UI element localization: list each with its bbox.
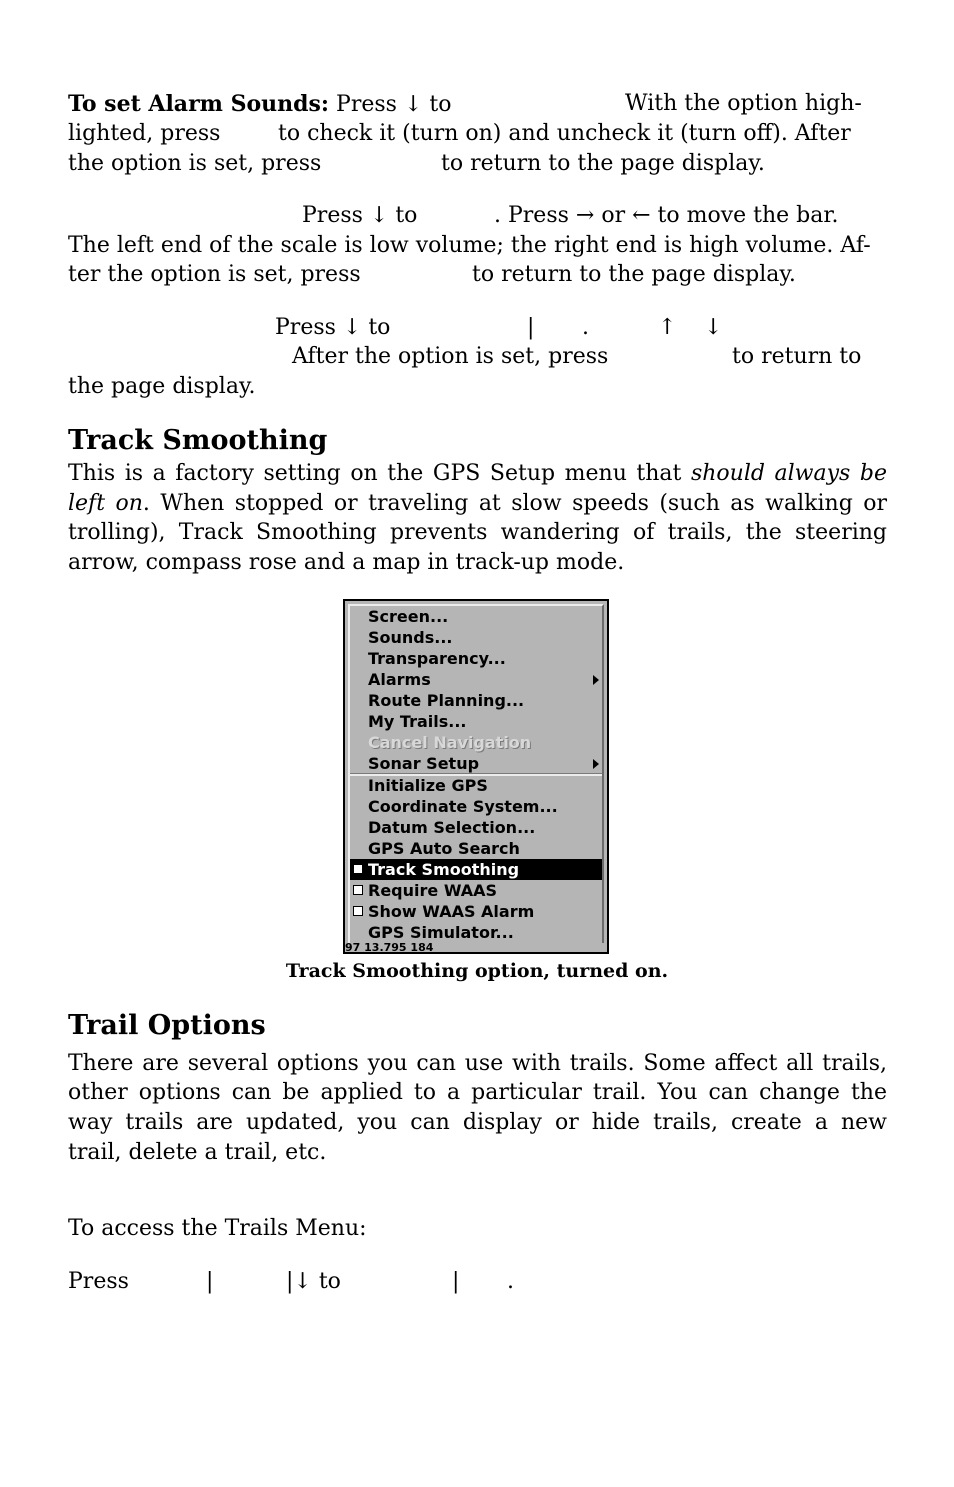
menu-item-label: Coordinate System... [368, 797, 558, 816]
third-para-line-3: the page display. [68, 374, 256, 399]
menu-item-label: Sonar Setup [368, 754, 480, 773]
third-para-line-1d: ↑ [658, 315, 677, 340]
menu-item-label: GPS Simulator... [368, 923, 514, 942]
menu-item-sounds[interactable] [350, 627, 602, 648]
menu-item-label: Track Smoothing [368, 860, 520, 879]
menu-item-label: Show WAAS Alarm [368, 902, 535, 921]
press-line-d: | [452, 1269, 460, 1294]
menu-item-transparency[interactable] [350, 648, 602, 669]
menu-item-alarms[interactable] [350, 669, 602, 690]
press-line-b: | [206, 1269, 214, 1294]
menu-item-require-waas[interactable] [350, 880, 602, 901]
track-smoothing-text-2: . When stopped or traveling at slow speeds (such as walking or [142, 491, 887, 516]
status-bar-fragment: 97 13.795 184 [345, 943, 607, 952]
menu-item-gps-simulator[interactable] [350, 922, 602, 943]
menu-item-route-planning[interactable] [350, 690, 602, 711]
volume-line-2: The left end of the scale is low volume; the right end is high volume. Af- [68, 233, 871, 258]
menu-item-label: Alarms [368, 670, 431, 689]
third-para-line-2a: After the option is set, press [292, 344, 609, 369]
trail-options-line-2: other options can be applied to a particular trail. You can change the [68, 1080, 887, 1105]
menu-item-label: My Trails... [368, 712, 467, 731]
menu-item-show-waas-alarm[interactable] [350, 901, 602, 922]
track-smoothing-line-3: trolling), Track Smoothing prevents wandering of trails, the steering [68, 520, 887, 545]
trail-options-line-1: There are several options you can use with trails. Some affect all trails, [68, 1051, 887, 1076]
trail-options-line-4: trail, delete a trail, etc. [68, 1140, 327, 1165]
menu-item-initialize-gps[interactable] [350, 775, 602, 796]
volume-line-3a: ter the option is set, press [68, 262, 361, 287]
third-para-line-1e: ↓ [704, 315, 723, 340]
third-para-line-1b: | [527, 315, 535, 340]
menu-item-label: Route Planning... [368, 691, 525, 710]
menu-item-label: Transparency... [368, 649, 506, 668]
track-smoothing-line-1 [68, 459, 887, 489]
volume-line-3b: to return to the page display. [472, 262, 796, 287]
menu-item-datum-selection[interactable] [350, 817, 602, 838]
menu-item-label: Screen... [368, 607, 449, 626]
press-line-e: . [507, 1269, 514, 1294]
unchecked-checkbox-icon[interactable] [353, 906, 363, 916]
trail-options-line-3: way trails are updated, you can display or hide trails, create a new [68, 1110, 887, 1135]
menu-item-gps-auto-search[interactable] [350, 838, 602, 859]
menu-item-label: Sounds... [368, 628, 453, 647]
track-smoothing-line-4: arrow, compass rose and a map in track-up mode. [68, 550, 625, 575]
alarm-sounds-line-2b: to check it (turn on) and uncheck it (turn off). After [278, 121, 851, 146]
track-smoothing-emphasis-2: left on [68, 491, 143, 516]
track-smoothing-emphasis-1: should always be [690, 461, 888, 486]
submenu-arrow-icon [593, 759, 599, 769]
menu-item-track-smoothing[interactable] [350, 859, 602, 880]
alarm-sounds-line-3b: to return to the page display. [441, 151, 765, 176]
alarm-sounds-line-2a: lighted, press [68, 121, 221, 146]
menu-item-label: Cancel Navigation [368, 733, 532, 752]
gps-setup-menu [343, 599, 609, 954]
menu-item-cancel-navigation [350, 732, 602, 753]
press-line-c: |↓ to [286, 1269, 341, 1294]
menu-item-coordinate-system[interactable] [350, 796, 602, 817]
menu-item-screen[interactable] [350, 606, 602, 627]
volume-line-1a: Press ↓ to [302, 203, 418, 228]
third-para-line-2b: to return to [732, 344, 862, 369]
third-para-line-1c: . [582, 315, 589, 340]
menu-item-label: Require WAAS [368, 881, 498, 900]
menu-item-my-trails[interactable] [350, 711, 602, 732]
menu-item-label: Datum Selection... [368, 818, 536, 837]
submenu-arrow-icon [593, 675, 599, 685]
third-para-line-1a: Press ↓ to [275, 315, 391, 340]
trail-options-heading: Trail Options [68, 1010, 266, 1041]
alarm-sounds-lead: To set Alarm Sounds: [68, 91, 330, 117]
press-line-a: Press [68, 1269, 129, 1294]
menu-item-label: GPS Auto Search [368, 839, 520, 858]
menu-item-label: Initialize GPS [368, 776, 488, 795]
alarm-sounds-line-3a: the option is set, press [68, 151, 322, 176]
unchecked-checkbox-icon[interactable] [353, 885, 363, 895]
trails-access-line: To access the Trails Menu: [68, 1216, 367, 1241]
track-smoothing-line-2 [68, 489, 887, 519]
figure-caption: Track Smoothing option, turned on. [285, 960, 669, 982]
volume-line-1b: . Press → or ← to move the bar. [494, 203, 839, 228]
alarm-sounds-line-1a [68, 89, 451, 120]
checked-checkbox-icon[interactable]: ✕ [354, 864, 362, 874]
alarm-sounds-line-1b: With the option high- [625, 91, 862, 116]
alarm-sounds-text: Press ↓ to [329, 92, 452, 117]
gps-setup-menu-frame [348, 604, 604, 949]
track-smoothing-heading: Track Smoothing [68, 425, 328, 456]
track-smoothing-text-1: This is a factory setting on the GPS Setup menu that [68, 461, 691, 486]
menu-item-sonar-setup[interactable] [350, 753, 602, 774]
